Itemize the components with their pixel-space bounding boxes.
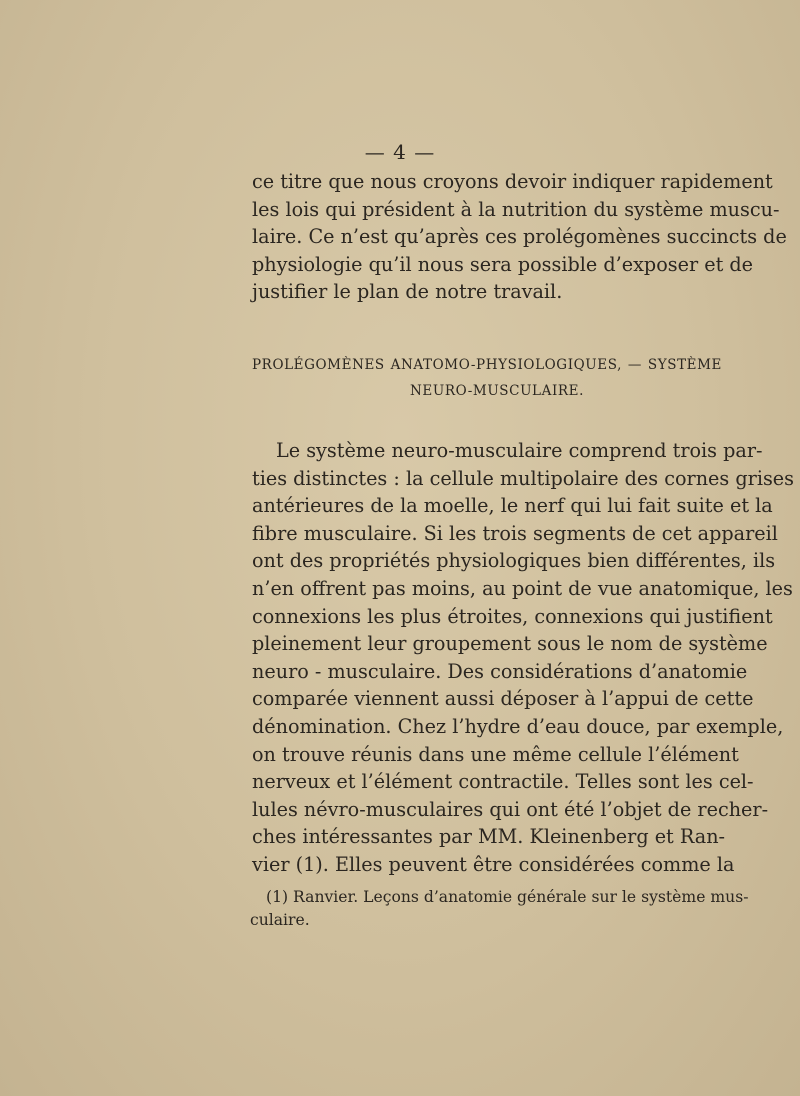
text-line: antérieures de la moelle, le nerf qui lui fait suite et la [252, 494, 773, 518]
text-line: n’en offrent pas moins, au point de vue anatomique, les [252, 576, 793, 600]
text-line: fibre musculaire. Si les trois segments de cet appareil [252, 521, 778, 545]
text-line: connexions les plus étroites, connexions qui justifient [252, 604, 773, 628]
text-line: pleinement leur groupement sous le nom de système [252, 632, 768, 656]
text-line: les lois qui président à la nutrition du système muscu- [252, 197, 780, 221]
body-paragraph [252, 437, 794, 879]
text-line: dénomination. Chez l’hydre d’eau douce, par exemple, [252, 714, 784, 738]
text-line: ches intéressantes par MM. Kleinenberg et Ran- [252, 825, 726, 849]
intro-paragraph [252, 168, 787, 306]
text-line: comparée viennent aussi déposer à l’appui de cette [252, 687, 754, 711]
text-line: vier (1). Elles peuvent être considérées comme la [252, 852, 735, 876]
section-heading-line: PROLÉGOMÈNES ANATOMO-PHYSIOLOGIQUES, — SYSTÈME [252, 357, 722, 373]
text-line: neuro - musculaire. Des considérations d’anatomie [252, 659, 748, 683]
section-heading-line: NEURO-MUSCULAIRE. [409, 383, 585, 399]
section-heading [252, 352, 722, 404]
text-line: justifier le plan de notre travail. [252, 280, 563, 304]
text-line: laire. Ce n’est qu’après ces prolégomènes succincts de [252, 225, 787, 249]
text-line: physiologie qu’il nous sera possible d’exposer et de [252, 252, 754, 276]
text-line: on trouve réunis dans une même cellule l’élément [252, 742, 739, 766]
text-line: ont des propriétés physiologiques bien différentes, ils [252, 549, 776, 573]
text-line: lules névro-musculaires qui ont été l’objet de recher- [252, 797, 769, 821]
text-line: Le système neuro-musculaire comprend trois par- [276, 439, 763, 462]
text-line: nerveux et l’élément contractile. Telles sont les cel- [252, 770, 754, 794]
footnote-line: (1) Ranvier. Leçons d’anatomie générale sur le système mus- [266, 888, 749, 906]
text-line: ce titre que nous croyons devoir indiquer rapidement [252, 170, 773, 193]
text-line: ties distinctes : la cellule multipolaire des cornes grises [252, 466, 794, 490]
page-number: — 4 — [364, 140, 436, 164]
footnote-line: culaire. [250, 911, 310, 929]
footnote [250, 886, 749, 932]
